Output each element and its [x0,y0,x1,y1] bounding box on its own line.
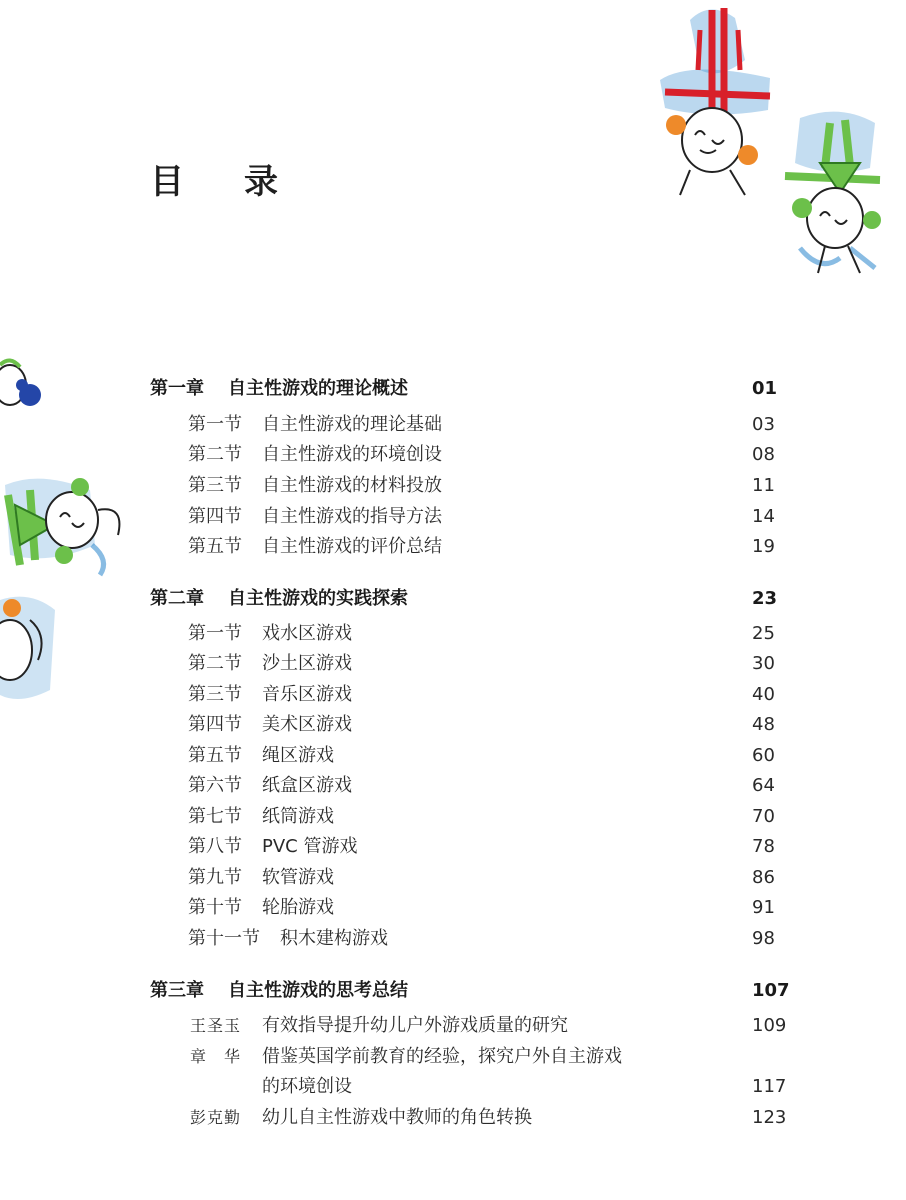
toc-chapter-row[interactable] [0,977,906,1005]
chapter-title: 自主性游戏的思考总结 [228,980,408,1001]
page-title [150,154,280,203]
section-label: 第八节 [188,836,242,857]
title-char-right: 录 [244,162,280,202]
article-title: 有效指导提升幼儿户外游戏质量的研究 [262,1015,568,1036]
page-number: 86 [752,867,775,888]
toc-section-row[interactable] [0,441,906,469]
page-number: 64 [752,775,775,796]
toc-article-row[interactable] [0,1043,906,1071]
section-label: 第四节 [188,506,242,527]
page-number: 48 [752,714,775,735]
page-number: 40 [752,684,775,705]
section-label: 第六节 [188,775,242,796]
chapter-title: 自主性游戏的理论概述 [228,378,408,399]
title-char-left: 目 [150,162,186,202]
section-label: 第五节 [188,536,242,557]
page-number: 117 [752,1076,787,1097]
toc-section-row[interactable] [0,803,906,831]
section-title: PVC 管游戏 [262,836,358,857]
section-label: 第二节 [188,444,242,465]
toc-article-row[interactable] [0,1104,906,1132]
section-title: 绳区游戏 [262,745,334,766]
article-title: 借鉴英国学前教育的经验，探究户外自主游戏 [262,1046,622,1067]
section-title: 轮胎游戏 [262,897,334,918]
toc-section-row[interactable] [0,772,906,800]
section-title: 沙土区游戏 [262,653,352,674]
toc-section-row[interactable] [0,742,906,770]
toc-section-row[interactable] [0,503,906,531]
page-number: 11 [752,475,775,496]
article-title-continued: 的环境创设 [262,1076,352,1097]
page-number: 14 [752,506,775,527]
chapter-label: 第一章 [150,378,204,399]
section-title: 积木建构游戏 [280,928,388,949]
section-title: 戏水区游戏 [262,623,352,644]
section-title: 自主性游戏的评价总结 [262,536,442,557]
toc-section-row[interactable] [0,411,906,439]
toc-section-row[interactable] [0,650,906,678]
page-number: 19 [752,536,775,557]
toc-article-row-continued[interactable] [0,1073,906,1101]
section-label: 第七节 [188,806,242,827]
page-number: 91 [752,897,775,918]
toc-section-row[interactable] [0,894,906,922]
section-title: 自主性游戏的理论基础 [262,414,442,435]
section-label: 第三节 [188,684,242,705]
toc-chapter-row[interactable] [0,585,906,613]
page-number: 08 [752,444,775,465]
page-number: 30 [752,653,775,674]
section-title: 纸盒区游戏 [262,775,352,796]
toc-section-row[interactable] [0,833,906,861]
section-label: 第一节 [188,414,242,435]
chapter-label: 第二章 [150,588,204,609]
section-label: 第九节 [188,867,242,888]
section-title: 美术区游戏 [262,714,352,735]
doodle-figure-green-icon [780,108,890,278]
doodle-figure-red-icon [650,0,780,200]
page-number: 23 [752,588,778,609]
page-number: 109 [752,1015,787,1036]
section-title: 自主性游戏的指导方法 [262,506,442,527]
section-title: 纸筒游戏 [262,806,334,827]
toc-section-row[interactable] [0,711,906,739]
section-label: 第四节 [188,714,242,735]
page-number: 107 [752,980,790,1001]
page-number: 01 [752,378,778,399]
section-label: 第三节 [188,475,242,496]
page-number: 60 [752,745,775,766]
page-number: 98 [752,928,775,949]
page-number: 25 [752,623,775,644]
toc-section-row[interactable] [0,533,906,561]
page-number: 123 [752,1107,787,1128]
article-author: 彭克勤 [190,1108,242,1127]
page-number: 78 [752,836,775,857]
chapter-title: 自主性游戏的实践探索 [228,588,408,609]
section-label: 第五节 [188,745,242,766]
toc-section-row[interactable] [0,925,906,953]
section-title: 软管游戏 [262,867,334,888]
section-label: 第二节 [188,653,242,674]
toc-section-row[interactable] [0,864,906,892]
toc-chapter-row[interactable] [0,375,906,403]
page-number: 03 [752,414,775,435]
page-number: 70 [752,806,775,827]
section-title: 自主性游戏的材料投放 [262,475,442,496]
section-label: 第十节 [188,897,242,918]
article-title: 幼儿自主性游戏中教师的角色转换 [262,1107,532,1128]
toc-section-row[interactable] [0,620,906,648]
toc-article-row[interactable] [0,1012,906,1040]
article-author: 章 华 [190,1047,242,1066]
section-label: 第一节 [188,623,242,644]
section-label: 第十一节 [188,928,260,949]
chapter-label: 第三章 [150,980,204,1001]
article-author: 王圣玉 [190,1016,242,1035]
toc-section-row[interactable] [0,472,906,500]
section-title: 自主性游戏的环境创设 [262,444,442,465]
toc-section-row[interactable] [0,681,906,709]
section-title: 音乐区游戏 [262,684,352,705]
